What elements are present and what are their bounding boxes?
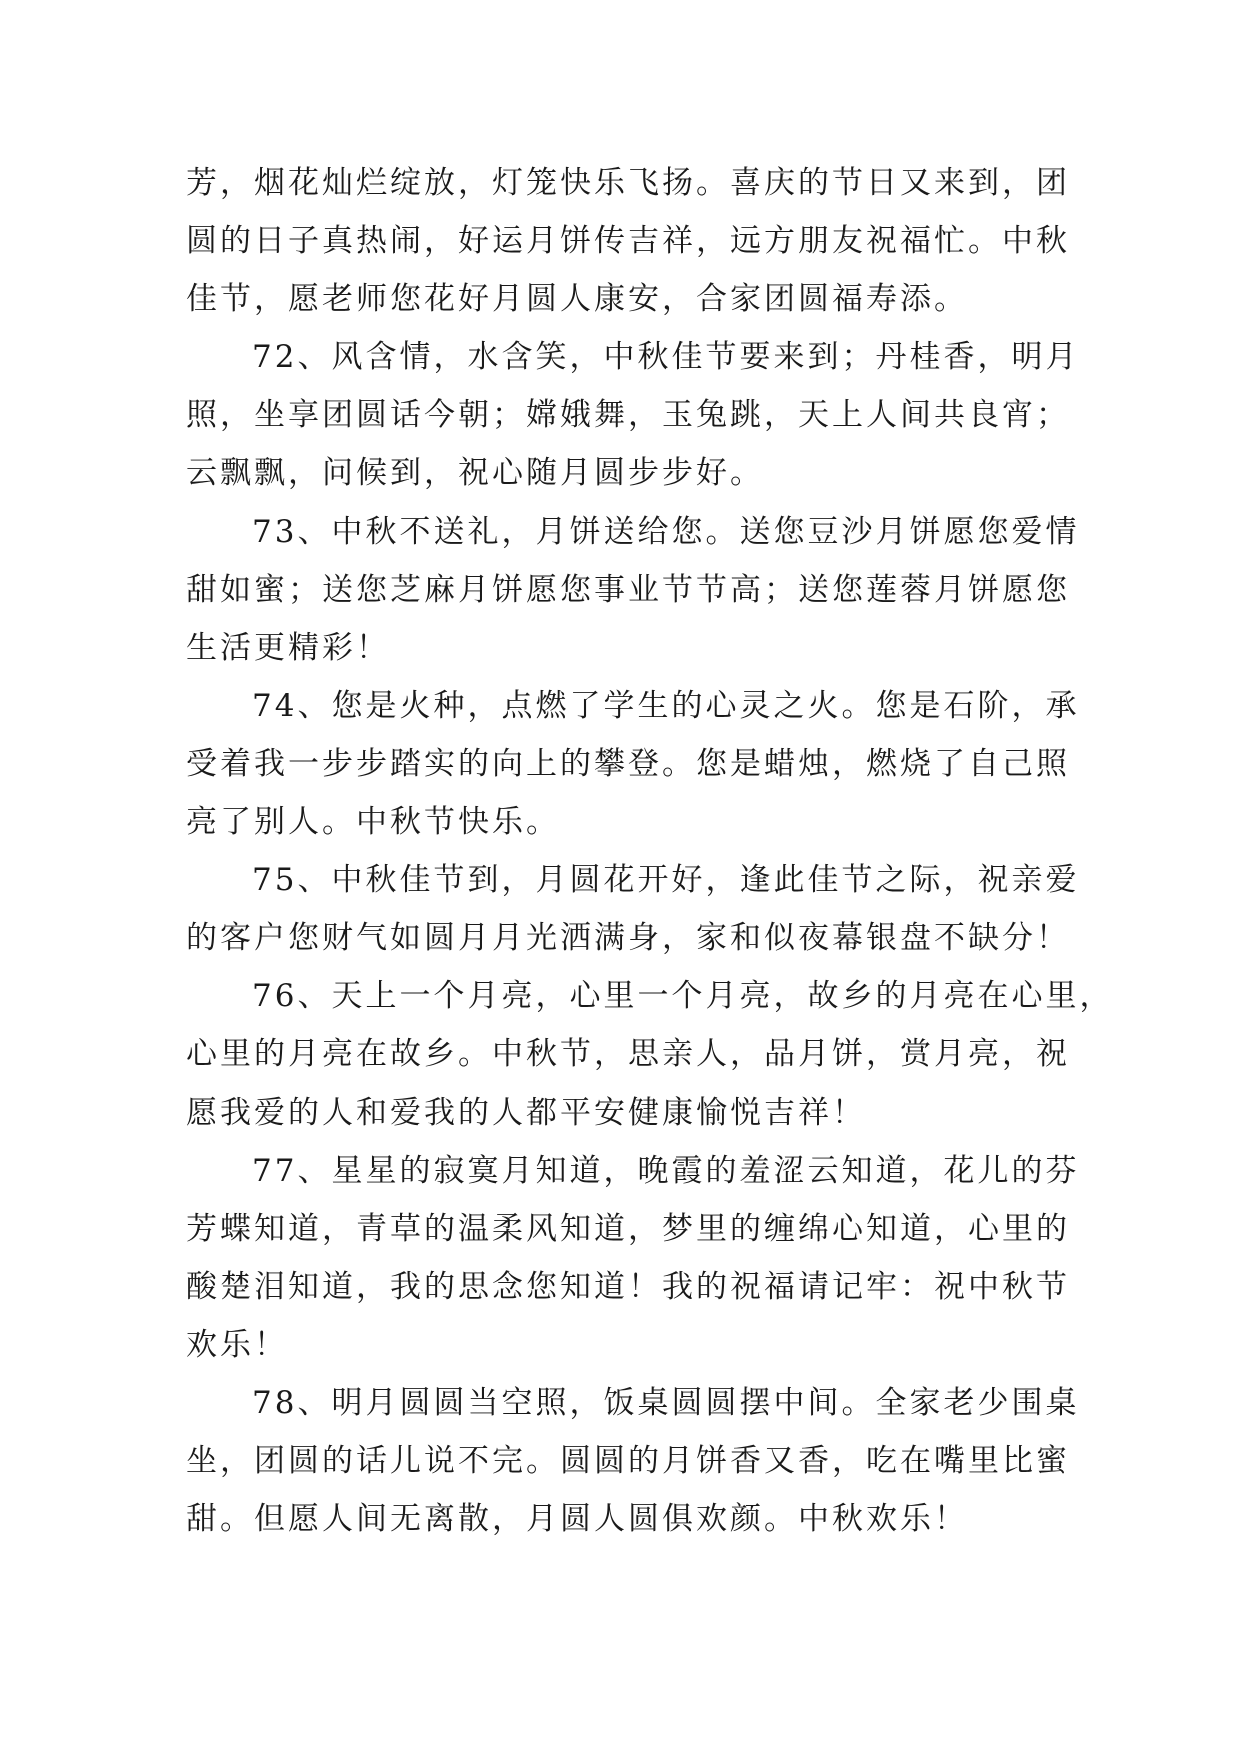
text-line: 甜如蜜；送您芝麻月饼愿您事业节节高；送您莲蓉月饼愿您	[186, 571, 1070, 608]
text-line: 坐，团圆的话儿说不完。圆圆的月饼香又香，吃在嘴里比蜜	[186, 1443, 1070, 1480]
paragraph-77-start: 77、星星的寂寞月知道，晚霞的羞涩云知道，花儿的芬	[252, 1152, 1080, 1189]
text-line: 照，坐享团圆话今朝；嫦娥舞，玉兔跳，天上人间共良宵；	[186, 397, 1070, 434]
text-line: 欢乐！	[186, 1326, 288, 1363]
text-line: 酸楚泪知道，我的思念您知道！我的祝福请记牢：祝中秋节	[186, 1268, 1070, 1305]
text-line: 受着我一步步踏实的向上的攀登。您是蜡烛，燃烧了自己照	[186, 745, 1070, 782]
text-line: 愿我爱的人和爱我的人都平安健康愉悦吉祥！	[186, 1094, 866, 1131]
paragraph-72-start: 72、风含情，水含笑，中秋佳节要来到；丹桂香，明月	[252, 339, 1080, 376]
text-line: 心里的月亮在故乡。中秋节，思亲人，品月饼，赏月亮，祝	[186, 1036, 1070, 1073]
text-line: 佳节，愿老师您花好月圆人康安，合家团圆福寿添。	[186, 281, 968, 318]
text-line: 芳，烟花灿烂绽放，灯笼快乐飞扬。喜庆的节日又来到，团	[186, 165, 1070, 201]
document-body	[186, 154, 1114, 1548]
paragraph-78-start: 78、明月圆圆当空照，饭桌圆圆摆中间。全家老少围桌	[252, 1384, 1080, 1421]
text-line: 云飘飘，问候到，祝心随月圆步步好。	[186, 455, 764, 492]
text-line: 生活更精彩！	[186, 629, 390, 666]
paragraph-74-start: 74、您是火种，点燃了学生的心灵之火。您是石阶，承	[252, 687, 1080, 724]
paragraph-75-start: 75、中秋佳节到，月圆花开好，逢此佳节之际，祝亲爱	[252, 862, 1080, 899]
text-line: 芳蝶知道，青草的温柔风知道，梦里的缠绵心知道，心里的	[186, 1210, 1070, 1247]
text-line: 圆的日子真热闹，好运月饼传吉祥，远方朋友祝福忙。中秋	[186, 223, 1070, 260]
text-line: 的客户您财气如圆月月光洒满身，家和似夜幕银盘不缺分！	[186, 920, 1070, 957]
paragraph-76-start: 76、天上一个月亮，心里一个月亮，故乡的月亮在心里，	[252, 978, 1114, 1015]
text-line: 亮了别人。中秋节快乐。	[186, 804, 560, 841]
text-line: 甜。但愿人间无离散，月圆人圆俱欢颜。中秋欢乐！	[186, 1501, 968, 1538]
paragraph-73-start: 73、中秋不送礼，月饼送给您。送您豆沙月饼愿您爱情	[252, 513, 1080, 550]
